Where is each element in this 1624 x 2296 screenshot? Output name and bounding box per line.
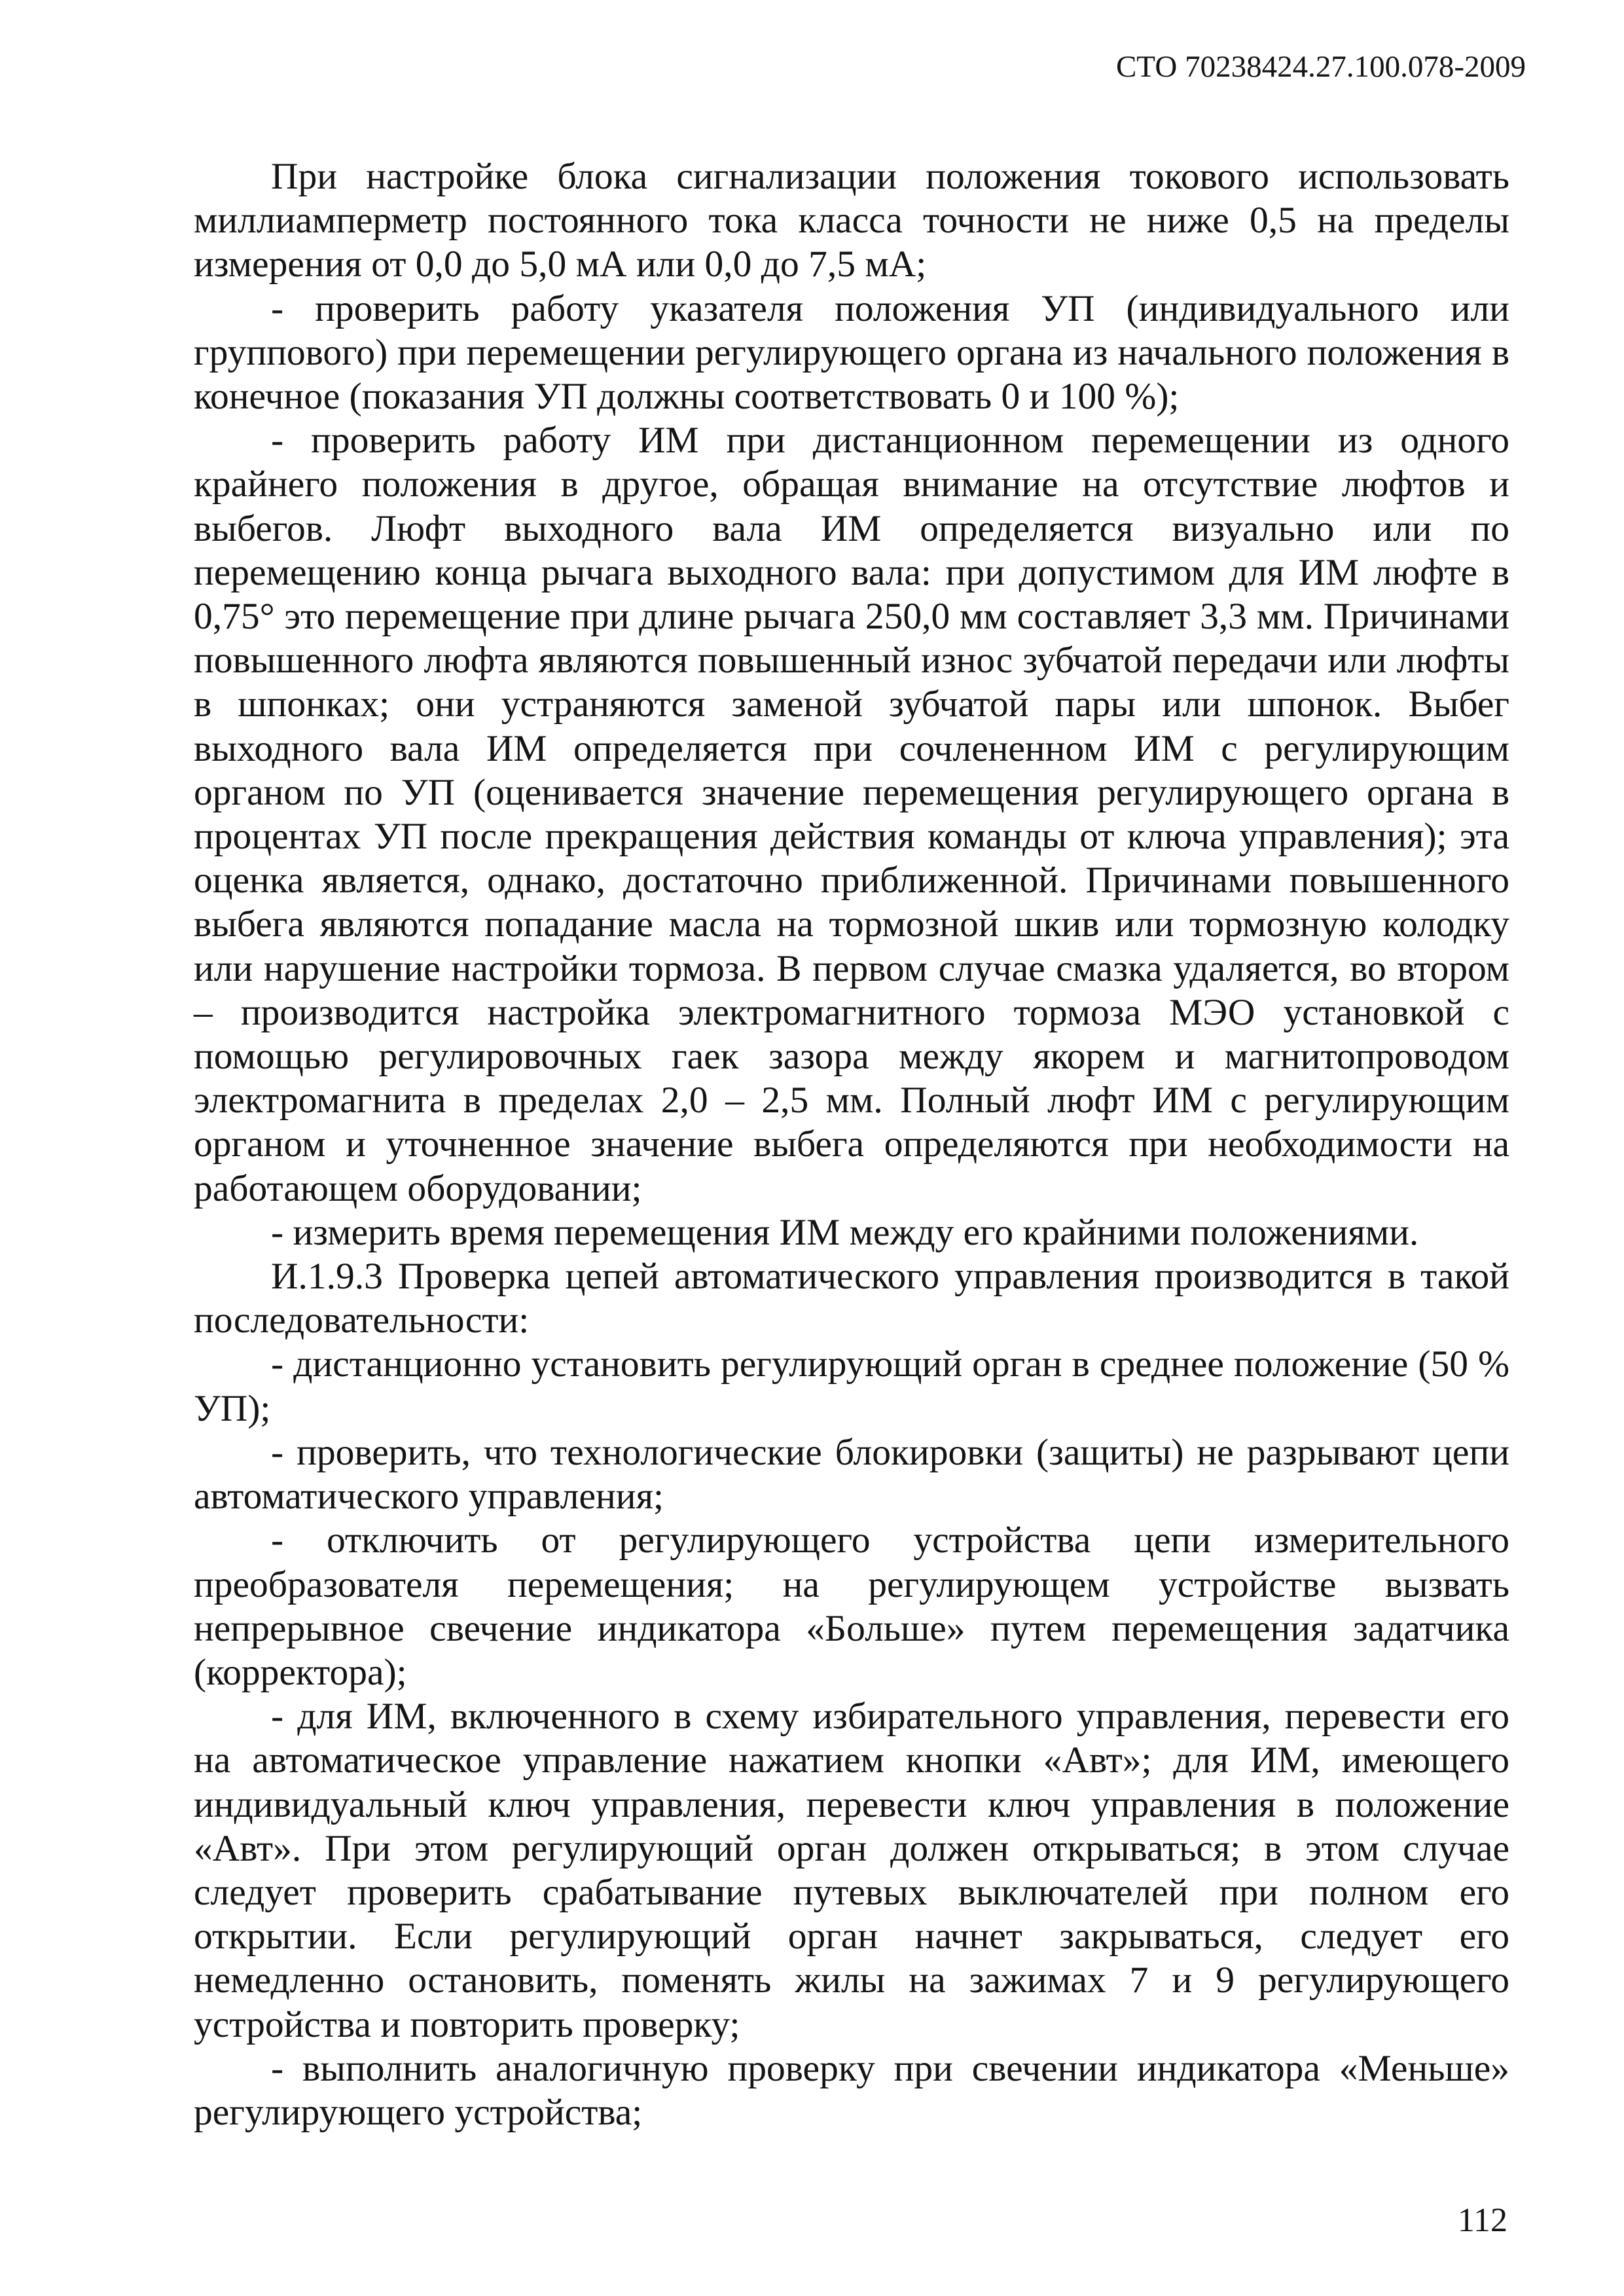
document-body [194, 155, 1509, 2134]
section-heading-i-1-9-3: И.1.9.3 Проверка цепей автоматического управления производится в такой последовательности: [194, 1256, 1509, 1341]
paragraph-intro: При настройке блока сигнализации положения токового использовать миллиамперметр постоянного тока класса точности не ниже 0,5 на пределы измерения от 0,0 до 5,0 мА или 0,0 до 7,5 мА; [194, 156, 1509, 285]
page-number: 112 [1457, 2202, 1507, 2239]
list-item-switch-auto: - для ИМ, включенного в схему избирательного управления, перевести его на автоматическое управление нажатием кнопки «Авт»; для ИМ, имеющего индивидуальный ключ управления, перевести ключ управления в положение «Авт». При этом регулирующий орган должен открываться; в этом случае следует проверить срабатывание путевых выключателей при полном его открытии. Если регулирующий орган начнет закрываться, следует его немедленно остановить, поменять жилы на зажимах 7 и 9 регулирующего устройства и повторить проверку; [194, 1696, 1509, 2045]
list-item-check-less: - выполнить аналогичную проверку при свечении индикатора «Меньше» регулирующего устройства; [194, 2047, 1509, 2133]
list-item-disconnect-converter: - отключить от регулирующего устройства цепи измерительного преобразователя перемещения; на регулирующем устройстве вызвать непрерывное свечение индикатора «Больше» путем перемещения задатчика (корректора); [194, 1520, 1509, 1693]
list-item-check-interlocks: - проверить, что технологические блокировки (защиты) не разрывают цепи автоматического управления; [194, 1431, 1509, 1518]
list-item-check-indicator: - проверить работу указателя положения УП (индивидуального или группового) при перемещении регулирующего органа из начального положения в конечное (показания УП должны соответствовать 0 и 100 %); [194, 287, 1509, 418]
document-code: СТО 70238424.27.100.078-2009 [1115, 50, 1526, 84]
list-item-set-middle: - дистанционно установить регулирующий орган в среднее положение (50 % УП); [194, 1343, 1509, 1429]
list-item-check-actuator: - проверить работу ИМ при дистанционном перемещении из одного крайнего положения в другое, обращая внимание на отсутствие люфтов и выбегов. Люфт выходного вала ИМ определяется визуально или по перемещению конца рычага выходного вала: при допустимом для ИМ люфте в 0,75° это перемещение при длине рычага 250,0 мм составляет 3,3 мм. Причинами повышенного люфта являются повышенный износ зубчатой передачи или люфты в шпонках; они устраняются заменой зубчатой пары или шпонок. Выбег выходного вала ИМ определяется при сочлененном ИМ с регулирующим органом по УП (оценивается значение перемещения регулирующего органа в процентах УП после прекращения действия команды от ключа управления); эта оценка является, однако, достаточно приближенной. Причинами повышенного выбега являются попадание масла на тормозной шкив или тормозную колодку или нарушение настройки тормоза. В первом случае смазка удаляется, во втором – производится настройка электромагнитного тормоза МЭО установкой с помощью регулировочных гаек зазора между якорем и магнитопроводом электромагнита в пределах 2,0 – 2,5 мм. Полный люфт ИМ с регулирующим органом и уточненное значение выбега определяются при необходимости на работающем оборудовании; [194, 420, 1509, 1209]
list-item-measure-time: - измерить время перемещения ИМ между его крайними положениями. [271, 1211, 1419, 1253]
